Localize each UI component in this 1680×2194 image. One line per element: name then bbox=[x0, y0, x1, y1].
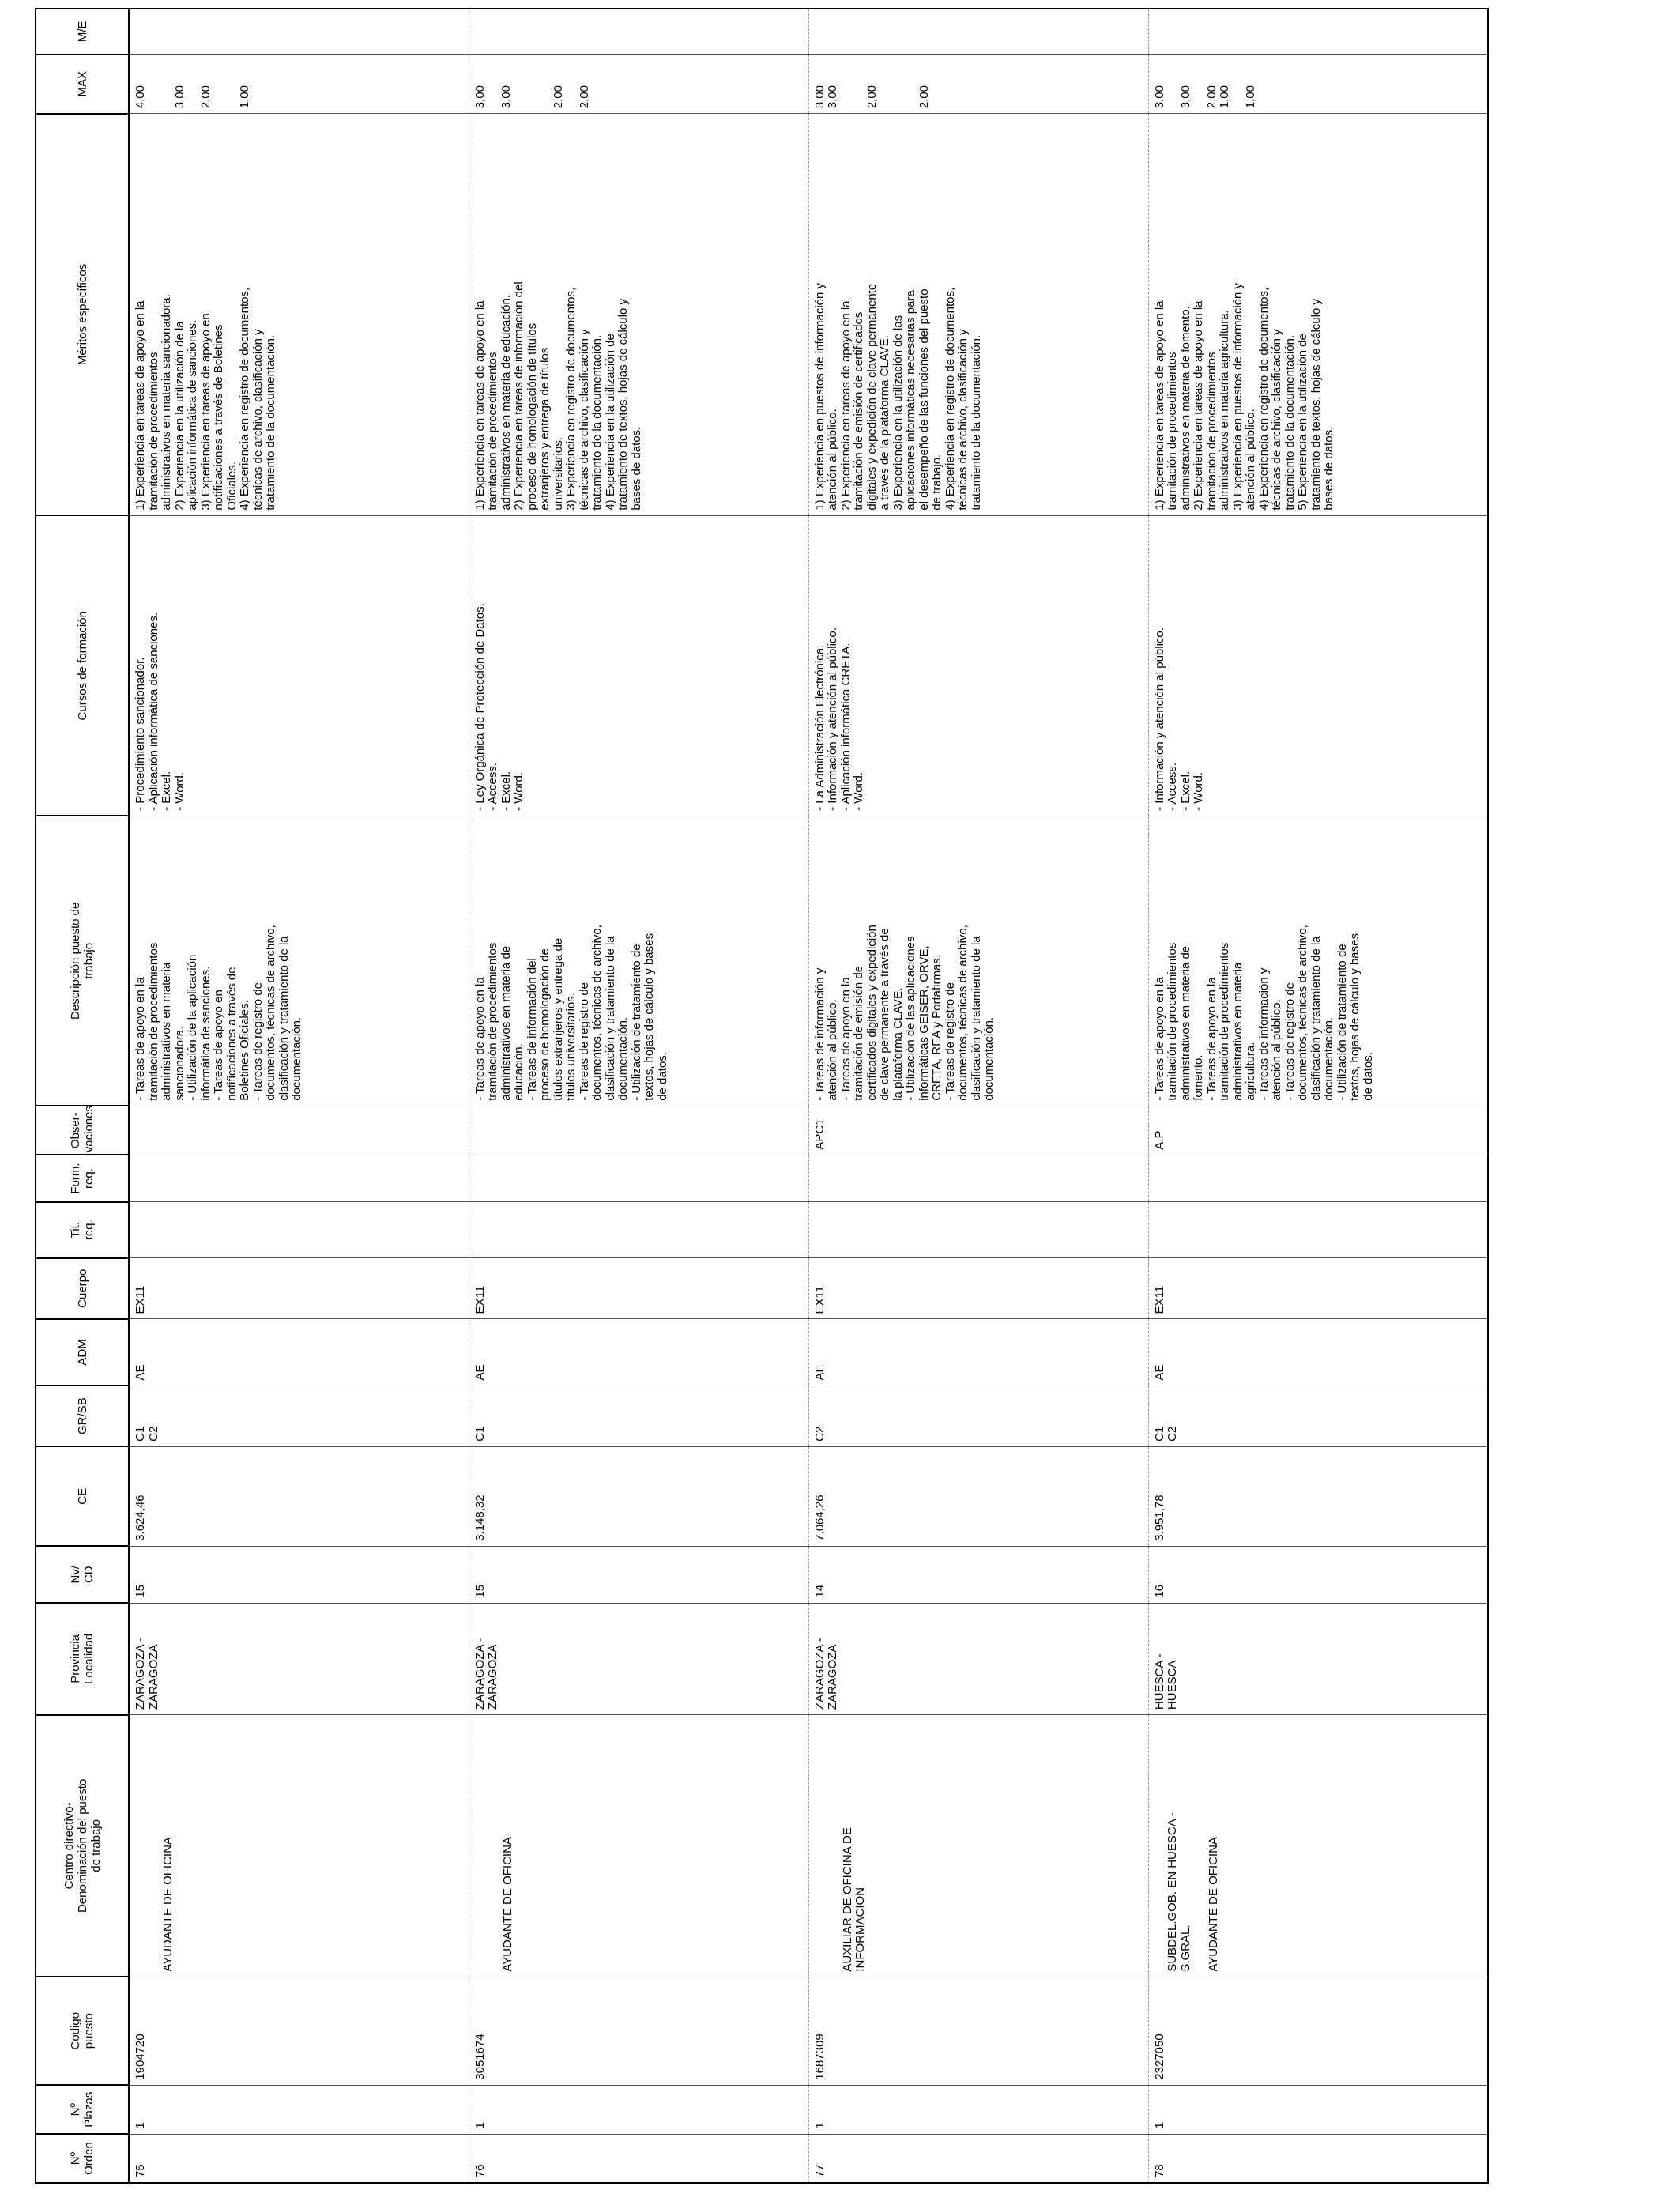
cell-centro-header: SUBDEL.GOB. EN HUESCA - S.GRAL. bbox=[1166, 1811, 1192, 1972]
rotated-page bbox=[35, 8, 1489, 2184]
table-row bbox=[1148, 9, 1488, 2183]
cell-titulacion bbox=[1148, 1202, 1488, 1258]
cell-observaciones: A.P bbox=[1148, 1106, 1488, 1155]
cell-meritos: 1) Experiencia en tareas de apoyo en la tramitación de procedimientos administrativos en materia de fomento. 2) Experiencia en tareas de apoyo en la tramitación de procedimientos administrativos en materia agricultura. 3) Experiencia en puestos de información y atención al público. 4) Experiencia en registro de documentos, técnicas de archivo, clasificación y tratamiento de la documentación. 5) Experiencia en la utilización de tratamiento de textos, hojas de cálculo y bases de datos. bbox=[1148, 114, 1488, 515]
cell-observaciones bbox=[469, 1106, 808, 1155]
cell-descripcion: - Tareas de apoyo en la tramitación de procedimientos administrativos en materia de fomento. - Tareas de apoyo en la tramitación de procedimientos administrativos en materia agricultura. - Tareas de información y atención al público. - Tareas de registro de documentos, técnicas de archivo, clasificación y tratamiento de la documentación. - Utilización de tratamiento de textos, hojas de cálculo y bases de datos. bbox=[1148, 816, 1488, 1106]
cell-max: 3,00 3,00 2,00 1,00 1,00 bbox=[1148, 55, 1488, 114]
cell-ce: 3.624,46 bbox=[129, 1446, 469, 1546]
cell-ce: 7.064,26 bbox=[808, 1446, 1148, 1546]
cell-centro bbox=[469, 1715, 808, 1977]
cell-observaciones bbox=[129, 1106, 469, 1155]
cell-orden: 75 bbox=[129, 2134, 469, 2183]
cell-me bbox=[469, 9, 808, 55]
cell-plazas: 1 bbox=[1148, 2085, 1488, 2134]
header-observaciones: Obser- vaciones bbox=[36, 1106, 129, 1155]
cell-plazas: 1 bbox=[808, 2085, 1148, 2134]
header-row bbox=[36, 9, 129, 2183]
cell-cuerpo: EX11 bbox=[1148, 1258, 1488, 1319]
cell-centro-puesto: AYUDANTE DE OFICINA bbox=[500, 1837, 514, 1972]
header-plazas: Nº Plazas bbox=[36, 2085, 129, 2134]
cell-cuerpo: EX11 bbox=[469, 1258, 808, 1319]
header-codigo: Codigo puesto bbox=[36, 1977, 129, 2085]
cell-nivel: 15 bbox=[469, 1546, 808, 1603]
header-meritos: Méritos específicos bbox=[36, 114, 129, 515]
cell-meritos: 1) Experiencia en tareas de apoyo en la tramitación de procedimientos administrativos en materia de educación. 2) Experiencia en tareas de información del proceso de homologación de títulos extranjeros y entrega de títulos universitarios. 3) Experiencia en registro de documentos, técnicas de archivo, clasificación y tratamiento de la documentación. 4) Experiencia en la utilización de tratamiento de textos, hojas de cálculo y bases de datos. bbox=[469, 114, 808, 515]
cell-descripcion: - Tareas de información y atención al público. - Tareas de apoyo en la tramitación de emisión de certificados digitales y expedición de clave permanente a través de la plataforma CLAVE. - Utilización de las aplicaciones informáticas GEISER, ORVE, CRETA, REA y Portafirmas. - Tareas de registro de documentos, técnicas de archivo, clasificación y tratamiento de la documentación. bbox=[808, 816, 1148, 1106]
cell-descripcion: - Tareas de apoyo en la tramitación de procedimientos administrativos en materia sancionadora. - Utilización de la aplicación informática de sanciones. - Tareas de apoyo en notificaciones a través de Boletines Oficiales. - Tareas de registro de documentos, técnicas de archivo, clasificación y tratamiento de la documentación. bbox=[129, 816, 469, 1106]
header-centro: Centro directivo- Denominación del puesto de trabajo bbox=[36, 1715, 129, 1977]
cell-formacion bbox=[469, 1155, 808, 1202]
cell-codigo: 1687309 bbox=[808, 1977, 1148, 2085]
cell-adm: AE bbox=[129, 1319, 469, 1385]
cell-grupo: C1 C2 bbox=[1148, 1385, 1488, 1446]
cell-cuerpo: EX11 bbox=[808, 1258, 1148, 1319]
cell-centro bbox=[1148, 1715, 1488, 1977]
cell-formacion bbox=[129, 1155, 469, 1202]
cell-max: 3,00 3,00 2,00 2,00 bbox=[469, 55, 808, 114]
cell-adm: AE bbox=[1148, 1319, 1488, 1385]
cell-provincia: ZARAGOZA - ZARAGOZA bbox=[129, 1603, 469, 1714]
cell-grupo: C2 bbox=[808, 1385, 1148, 1446]
cell-cursos: - Información y atención al público. - Access. - Excel. - Word. bbox=[1148, 515, 1488, 816]
table-row bbox=[129, 9, 469, 2183]
cell-centro bbox=[808, 1715, 1148, 1977]
cell-me bbox=[808, 9, 1148, 55]
cell-cursos: - Ley Orgánica de Protección de Datos. - Access. - Excel. - Word. bbox=[469, 515, 808, 816]
cell-ce: 3.148,32 bbox=[469, 1446, 808, 1546]
cell-codigo: 3051674 bbox=[469, 1977, 808, 2085]
cell-meritos: 1) Experiencia en tareas de apoyo en la tramitación de procedimientos administrativos en materia sancionadora. 2) Experiencia en la utilización de la aplicación informática de sanciones. 3) Experiencia en tareas de apoyo en notificaciones a través de Boletines Oficiales. 4) Experiencia en registro de documentos, técnicas de archivo, clasificación y tratamiento de la documentación. bbox=[129, 114, 469, 515]
cell-titulacion bbox=[469, 1202, 808, 1258]
cell-titulacion bbox=[129, 1202, 469, 1258]
cell-grupo: C1 bbox=[469, 1385, 808, 1446]
cell-me bbox=[129, 9, 469, 55]
cell-centro-puesto: AUXILIAR DE OFICINA DE INFORMACION bbox=[840, 1827, 867, 1972]
cell-descripcion: - Tareas de apoyo en la tramitación de procedimientos administrativos en materia de educación. - Tareas de información del proceso de homologación de títulos extranjeros y entrega de títulos universitarios. - Tareas de registro de documentos, técnicas de archivo, clasificación y tratamiento de la documentación. - Utilización de tratamiento de textos, hojas de cálculo y bases de datos. bbox=[469, 816, 808, 1106]
cell-cursos: - Procedimiento sancionador. - Aplicación informática de sanciones. - Excel. - Word. bbox=[129, 515, 469, 816]
cell-nivel: 16 bbox=[1148, 1546, 1488, 1603]
cell-provincia: HUESCA - HUESCA bbox=[1148, 1603, 1488, 1714]
cell-adm: AE bbox=[469, 1319, 808, 1385]
cell-max: 4,00 3,00 2,00 1,00 bbox=[129, 55, 469, 114]
header-adm: ADM bbox=[36, 1319, 129, 1385]
cell-adm: AE bbox=[808, 1319, 1148, 1385]
cell-codigo: 1904720 bbox=[129, 1977, 469, 2085]
positions-table bbox=[35, 8, 1489, 2184]
cell-orden: 77 bbox=[808, 2134, 1148, 2183]
cell-codigo: 2327050 bbox=[1148, 1977, 1488, 2085]
cell-ce: 3.951,78 bbox=[1148, 1446, 1488, 1546]
cell-cuerpo: EX11 bbox=[129, 1258, 469, 1319]
header-formacion: Form. req. bbox=[36, 1155, 129, 1202]
cell-provincia: ZARAGOZA - ZARAGOZA bbox=[469, 1603, 808, 1714]
cell-centro-puesto: AYUDANTE DE OFICINA bbox=[161, 1837, 175, 1972]
header-cuerpo: Cuerpo bbox=[36, 1258, 129, 1319]
header-orden: Nº Orden bbox=[36, 2134, 129, 2183]
header-cursos: Cursos de formación bbox=[36, 515, 129, 816]
header-descripcion: Descripción puesto de trabajo bbox=[36, 816, 129, 1106]
header-titulacion: Tit. req. bbox=[36, 1202, 129, 1258]
cell-meritos: 1) Experiencia en puestos de información y atención al público. 2) Experiencia en tareas de apoyo en la tramitación de emisión de certificados digitales y expedición de clave permanente a través de la plataforma CLAVE. 3) Experiencia en la utilización de las aplicaciones informáticas necesarias para el desempeño de las funciones del puesto de trabajo. 4) Experiencia en registro de documentos, técnicas de archivo, clasificación y tratamiento de la documentación. bbox=[808, 114, 1148, 515]
header-ce: CE bbox=[36, 1446, 129, 1546]
cell-centro-puesto: AYUDANTE DE OFICINA bbox=[1206, 1837, 1220, 1972]
cell-provincia: ZARAGOZA - ZARAGOZA bbox=[808, 1603, 1148, 1714]
cell-plazas: 1 bbox=[469, 2085, 808, 2134]
header-grupo: GR/SB bbox=[36, 1385, 129, 1446]
cell-max: 3,00 3,00 2,00 2,00 bbox=[808, 55, 1148, 114]
header-provincia: Provincia Localidad bbox=[36, 1603, 129, 1714]
cell-plazas: 1 bbox=[129, 2085, 469, 2134]
cell-grupo: C1 C2 bbox=[129, 1385, 469, 1446]
cell-nivel: 14 bbox=[808, 1546, 1148, 1603]
header-me: M/E bbox=[36, 9, 129, 55]
table-row bbox=[469, 9, 808, 2183]
header-max: MAX bbox=[36, 55, 129, 114]
cell-orden: 76 bbox=[469, 2134, 808, 2183]
cell-orden: 78 bbox=[1148, 2134, 1488, 2183]
cell-titulacion bbox=[808, 1202, 1148, 1258]
cell-nivel: 15 bbox=[129, 1546, 469, 1603]
cell-formacion bbox=[808, 1155, 1148, 1202]
cell-observaciones: APC1 bbox=[808, 1106, 1148, 1155]
header-nivel: Nv/ CD bbox=[36, 1546, 129, 1603]
cell-centro bbox=[129, 1715, 469, 1977]
cell-cursos: - La Administración Electrónica. - Información y atención al público. - Aplicación informática CRETA. - Word. bbox=[808, 515, 1148, 816]
table-row bbox=[808, 9, 1148, 2183]
cell-formacion bbox=[1148, 1155, 1488, 1202]
cell-me bbox=[1148, 9, 1488, 55]
